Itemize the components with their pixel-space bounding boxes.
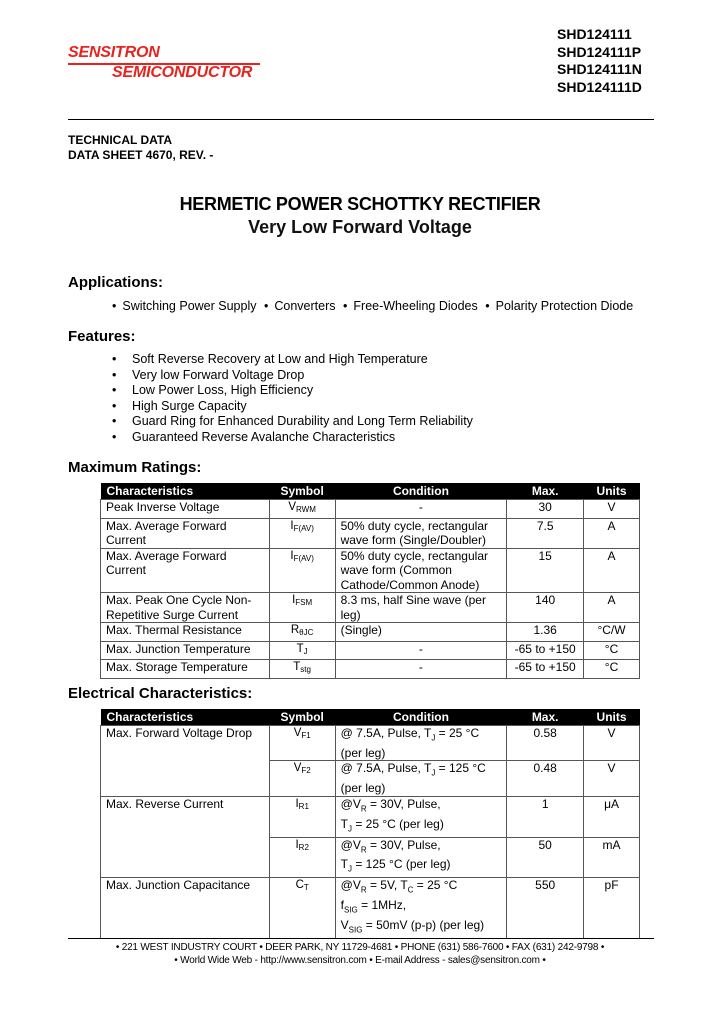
feature-item [112, 368, 473, 384]
cell-max: 7.5 [507, 518, 584, 548]
table-row [101, 518, 640, 548]
cell-characteristic: Max. Storage Temperature [101, 660, 270, 679]
cell-condition: @ 7.5A, Pulse, $T_J = 125$ °C (per leg) [335, 761, 507, 796]
cell-symbol: $R_{\theta JC}$ [269, 623, 335, 642]
cell-condition: $@V_R = 30V$, Pulse, $T_J = 25$ °C (per leg) [335, 796, 507, 837]
part-number: SHD124111 [557, 26, 632, 42]
cell-max: 0.58 [507, 726, 584, 761]
max-ratings-heading: Maximum Ratings: [68, 459, 202, 476]
feature-text: Low Power Loss, High Efficiency [132, 383, 314, 397]
cell-unit: °C [584, 660, 640, 679]
cell-max: 1 [507, 796, 584, 837]
cell-condition: $@V_R = 5V$, $T_C = 25$ °C $f_{SIG} = 1MHz$, $V_{SIG} = 50mV$ (p-p) (per leg) [335, 878, 507, 939]
table-row [101, 796, 640, 837]
bullet: • [343, 299, 348, 313]
cell-unit: °C [584, 641, 640, 660]
electrical-table [100, 709, 640, 939]
cell-condition: 8.3 ms, half Sine wave (per leg) [335, 593, 507, 623]
part-number: SHD124111P [557, 43, 642, 60]
document-title: HERMETIC POWER SCHOTTKY RECTIFIER [179, 194, 541, 214]
column-header: Max. [507, 709, 584, 726]
cell-characteristic: Max. Peak One Cycle Non-Repetitive Surge Current [101, 593, 270, 623]
features-list [112, 352, 473, 445]
bullet: • [112, 367, 117, 382]
cell-symbol: $I_{R2}$ [269, 837, 335, 878]
cell-characteristic: Peak Inverse Voltage [101, 500, 270, 519]
cell-unit: A [584, 518, 640, 548]
document-subtitle: Very Low Forward Voltage [248, 217, 472, 237]
electrical-heading: Electrical Characteristics: [68, 685, 253, 702]
applications-list [108, 298, 633, 314]
bullet: • [112, 299, 117, 313]
feature-text: High Surge Capacity [132, 398, 247, 413]
column-header: Symbol [269, 709, 335, 726]
cell-max: 140 [507, 593, 584, 623]
cell-unit: °C/W [584, 623, 640, 642]
feature-item [112, 414, 473, 430]
cell-max: 30 [507, 500, 584, 519]
application-item: Switching Power Supply [122, 299, 257, 313]
bullet: • [485, 299, 490, 313]
cell-symbol: $I_{F(AV)}$ [269, 548, 335, 593]
applications-heading: Applications: [68, 274, 164, 291]
cell-symbol: $T_{stg}$ [269, 660, 335, 679]
cell-symbol: $V_{F2}$ [269, 761, 335, 796]
cell-condition: - [335, 500, 507, 519]
column-header: Condition [335, 483, 507, 500]
cell-unit: pF [584, 878, 640, 939]
table-row [101, 623, 640, 642]
cell-max: 15 [507, 548, 584, 593]
bullet: • [112, 352, 117, 366]
cell-max: -65 to +150 [507, 660, 584, 679]
column-header: Units [584, 483, 640, 500]
application-item: Free-Wheeling Diodes [353, 299, 478, 313]
cell-max: 1.36 [507, 623, 584, 642]
feature-item [112, 430, 473, 446]
part-number: SHD124111N [557, 61, 642, 77]
header-divider [68, 119, 654, 120]
logo-line-1: SENSITRON [68, 44, 160, 61]
technical-data-block [68, 133, 213, 163]
table-row [101, 660, 640, 679]
cell-symbol: $I_{F(AV)}$ [269, 518, 335, 548]
cell-condition: 50% duty cycle, rectangular wave form (Single/Doubler) [335, 518, 507, 548]
cell-condition: @ 7.5A, Pulse, $T_J = 25$ °C (per leg) [335, 726, 507, 761]
footer-web: • World Wide Web - http://www.sensitron.com • E-mail Address - sales@sensitron.com • [174, 955, 546, 966]
feature-text: Soft Reverse Recovery at Low and High Temperature [132, 352, 428, 366]
feature-text: Guard Ring for Enhanced Durability and Long Term Reliability [132, 414, 473, 428]
cell-symbol: $I_{FSM}$ [269, 593, 335, 623]
feature-item [112, 352, 473, 368]
application-item: Polarity Protection Diode [495, 299, 634, 313]
column-header: Characteristics [101, 709, 270, 726]
bullet: • [112, 429, 117, 444]
footer-address: • 221 WEST INDUSTRY COURT • DEER PARK, NY 11729-4681 • PHONE (631) 586-7600 • FAX (631) 242-9798 • [115, 942, 605, 953]
cell-symbol: $V_{F1}$ [269, 726, 335, 761]
feature-text: Guaranteed Reverse Avalanche Characteristics [132, 429, 396, 444]
cell-condition: (Single) [335, 623, 507, 642]
cell-unit: A [584, 548, 640, 593]
cell-unit: μA [584, 796, 640, 837]
table-row [101, 726, 640, 761]
table-header-row [101, 483, 640, 500]
cell-max: -65 to +150 [507, 641, 584, 660]
data-sheet-number: DATA SHEET 4670, REV. - [68, 148, 214, 162]
cell-characteristic: Max. Thermal Resistance [101, 623, 270, 642]
table-row [101, 593, 640, 623]
cell-unit: V [584, 761, 640, 796]
cell-max: 0.48 [507, 761, 584, 796]
cell-characteristic: Max. Junction Capacitance [101, 878, 270, 939]
cell-max: 550 [507, 878, 584, 939]
table-row [101, 878, 640, 939]
part-number: SHD124111D [557, 78, 642, 95]
cell-max: 50 [507, 837, 584, 878]
cell-characteristic: Max. Forward Voltage Drop [101, 726, 270, 797]
cell-characteristic: Max. Average Forward Current [101, 518, 270, 548]
part-number-list [557, 26, 642, 96]
bullet: • [112, 398, 117, 413]
cell-symbol: $T_J$ [269, 641, 335, 660]
column-header: Characteristics [101, 483, 270, 500]
cell-unit: A [584, 593, 640, 623]
feature-item [112, 399, 473, 415]
cell-symbol: $I_{R1}$ [269, 796, 335, 837]
cell-symbol: $V_{RWM}$ [269, 500, 335, 519]
column-header: Units [584, 709, 640, 726]
column-header: Max. [507, 483, 584, 500]
cell-characteristic: Max. Junction Temperature [101, 641, 270, 660]
footer-divider [68, 938, 654, 939]
table-row [101, 641, 640, 660]
cell-unit: mA [584, 837, 640, 878]
cell-unit: V [584, 500, 640, 519]
technical-data-label: TECHNICAL DATA [68, 133, 172, 147]
feature-item [112, 383, 473, 399]
table-row [101, 500, 640, 519]
features-heading: Features: [68, 328, 136, 345]
table-row [101, 548, 640, 593]
bullet: • [112, 383, 117, 397]
bullet: • [112, 414, 117, 428]
application-item: Converters [274, 299, 336, 313]
cell-condition: - [335, 641, 507, 660]
cell-characteristic: Max. Reverse Current [101, 796, 270, 878]
cell-condition: $@V_R = 30V$, Pulse, $T_J = 125$ °C (per leg) [335, 837, 507, 878]
column-header: Condition [335, 709, 507, 726]
company-logo [68, 44, 268, 84]
table-header-row [101, 709, 640, 726]
cell-condition: 50% duty cycle, rectangular wave form (Common Cathode/Common Anode) [335, 548, 507, 593]
max-ratings-table [100, 483, 640, 679]
column-header: Symbol [269, 483, 335, 500]
cell-symbol: $C_T$ [269, 878, 335, 939]
logo-line-2: SEMICONDUCTOR [112, 64, 253, 81]
bullet: • [263, 299, 269, 313]
cell-characteristic: Max. Average Forward Current [101, 548, 270, 593]
feature-text: Very low Forward Voltage Drop [132, 367, 305, 382]
cell-unit: V [584, 726, 640, 761]
cell-condition: - [335, 660, 507, 679]
